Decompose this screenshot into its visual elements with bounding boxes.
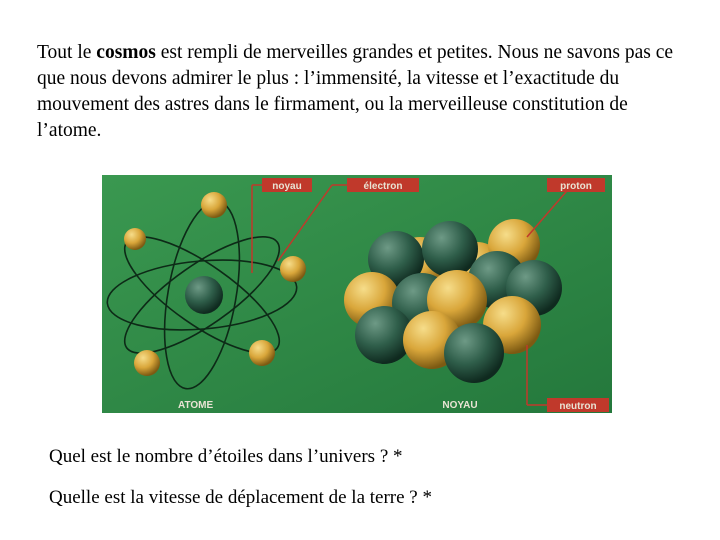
label-atome: ATOME	[178, 400, 214, 411]
intro-paragraph	[37, 40, 687, 144]
electron-icon	[249, 340, 275, 366]
electron-icon	[201, 192, 227, 218]
intro-text-end: est rempli de merveilles grandes et petites. Nous ne savons pas ce que nous devons admirer le plus : l’immensité, la vitesse et l’exactitude du mouvement des astres dans le firmament, ou la merveilleuse constitution de l’atome.	[37, 42, 674, 141]
question-earth-speed: Quelle est la vitesse de déplacement de la terre ? *	[49, 487, 432, 508]
electron-icon	[124, 228, 146, 250]
electron-icon	[134, 350, 160, 376]
intro-bold-word: cosmos	[96, 42, 156, 63]
electron-icon	[280, 256, 306, 282]
label-neutron: neutron	[559, 401, 597, 412]
question-stars: Quel est le nombre d’étoiles dans l’univers ? *	[49, 446, 403, 467]
intro-text-start: Tout le	[37, 42, 97, 63]
atom-figure	[102, 175, 612, 413]
label-electron: électron	[363, 181, 403, 192]
atom-illustration	[102, 175, 612, 413]
label-noyau-top: noyau	[272, 181, 302, 192]
atom-nucleus-icon	[185, 276, 223, 314]
label-noyau-bottom: NOYAU	[442, 400, 478, 411]
label-proton: proton	[560, 181, 592, 192]
